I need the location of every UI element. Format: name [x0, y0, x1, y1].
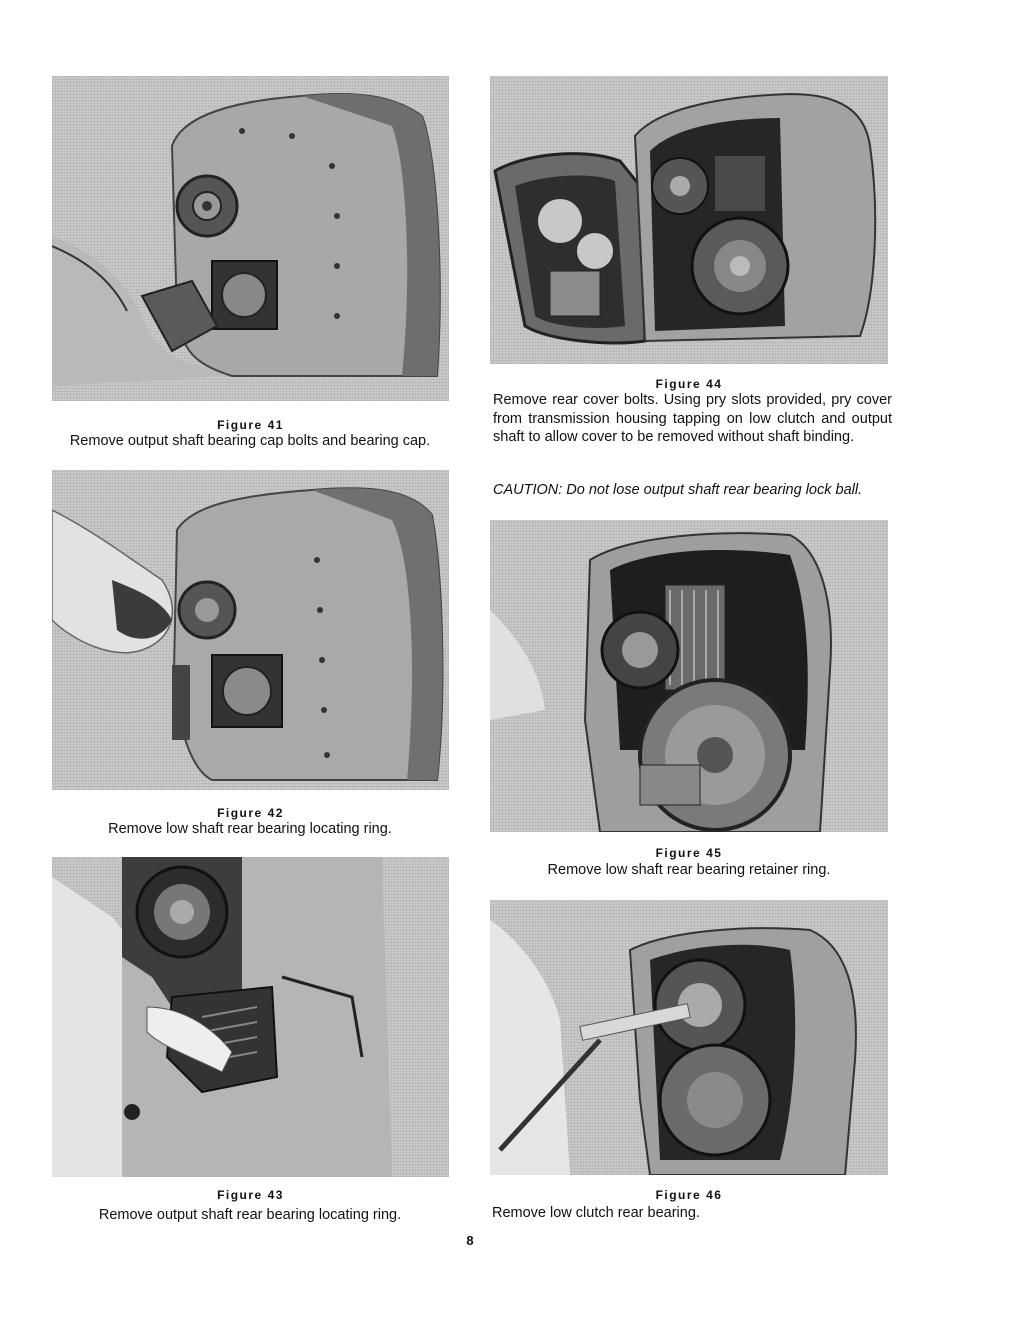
figure-46-caption: Remove low clutch rear bearing.	[492, 1205, 700, 1221]
figure-44-caption: Remove rear cover bolts. Using pry slots provided, pry cover from transmission housing tapping on low clutch and output shaft to allow cover to be removed without shaft binding.	[493, 392, 892, 445]
figure-43-caption: Remove output shaft rear bearing locating ring.	[98, 1207, 402, 1223]
figure-42-caption: Remove low shaft rear bearing locating ring.	[108, 821, 392, 837]
caution-note: CAUTION: Do not lose output shaft rear bearing lock ball.	[493, 482, 863, 498]
figure-45-caption: Remove low shaft rear bearing retainer ring.	[547, 862, 831, 878]
figure-41-photo	[52, 76, 449, 401]
figure-45-photo	[490, 520, 888, 832]
figure-45-illustration	[490, 520, 888, 832]
figure-45-title: Figure 45	[655, 846, 723, 860]
figure-43-photo	[52, 857, 449, 1177]
figure-42-photo	[52, 470, 449, 790]
figure-46-photo	[490, 900, 888, 1175]
figure-43-title: Figure 43	[217, 1188, 284, 1202]
figure-42-illustration	[52, 470, 449, 790]
page-number: 8	[466, 1233, 474, 1248]
figure-41-title: Figure 41	[217, 418, 284, 432]
figure-44-photo	[490, 76, 888, 364]
figure-41-illustration	[52, 76, 449, 401]
figure-46-illustration	[490, 900, 888, 1175]
figure-41-caption: Remove output shaft bearing cap bolts and bearing cap.	[69, 433, 431, 449]
figure-43-illustration	[52, 857, 449, 1177]
figure-42-title: Figure 42	[217, 806, 284, 820]
figure-44-illustration	[490, 76, 888, 364]
figure-44-title: Figure 44	[655, 377, 723, 391]
figure-46-title: Figure 46	[655, 1188, 723, 1202]
